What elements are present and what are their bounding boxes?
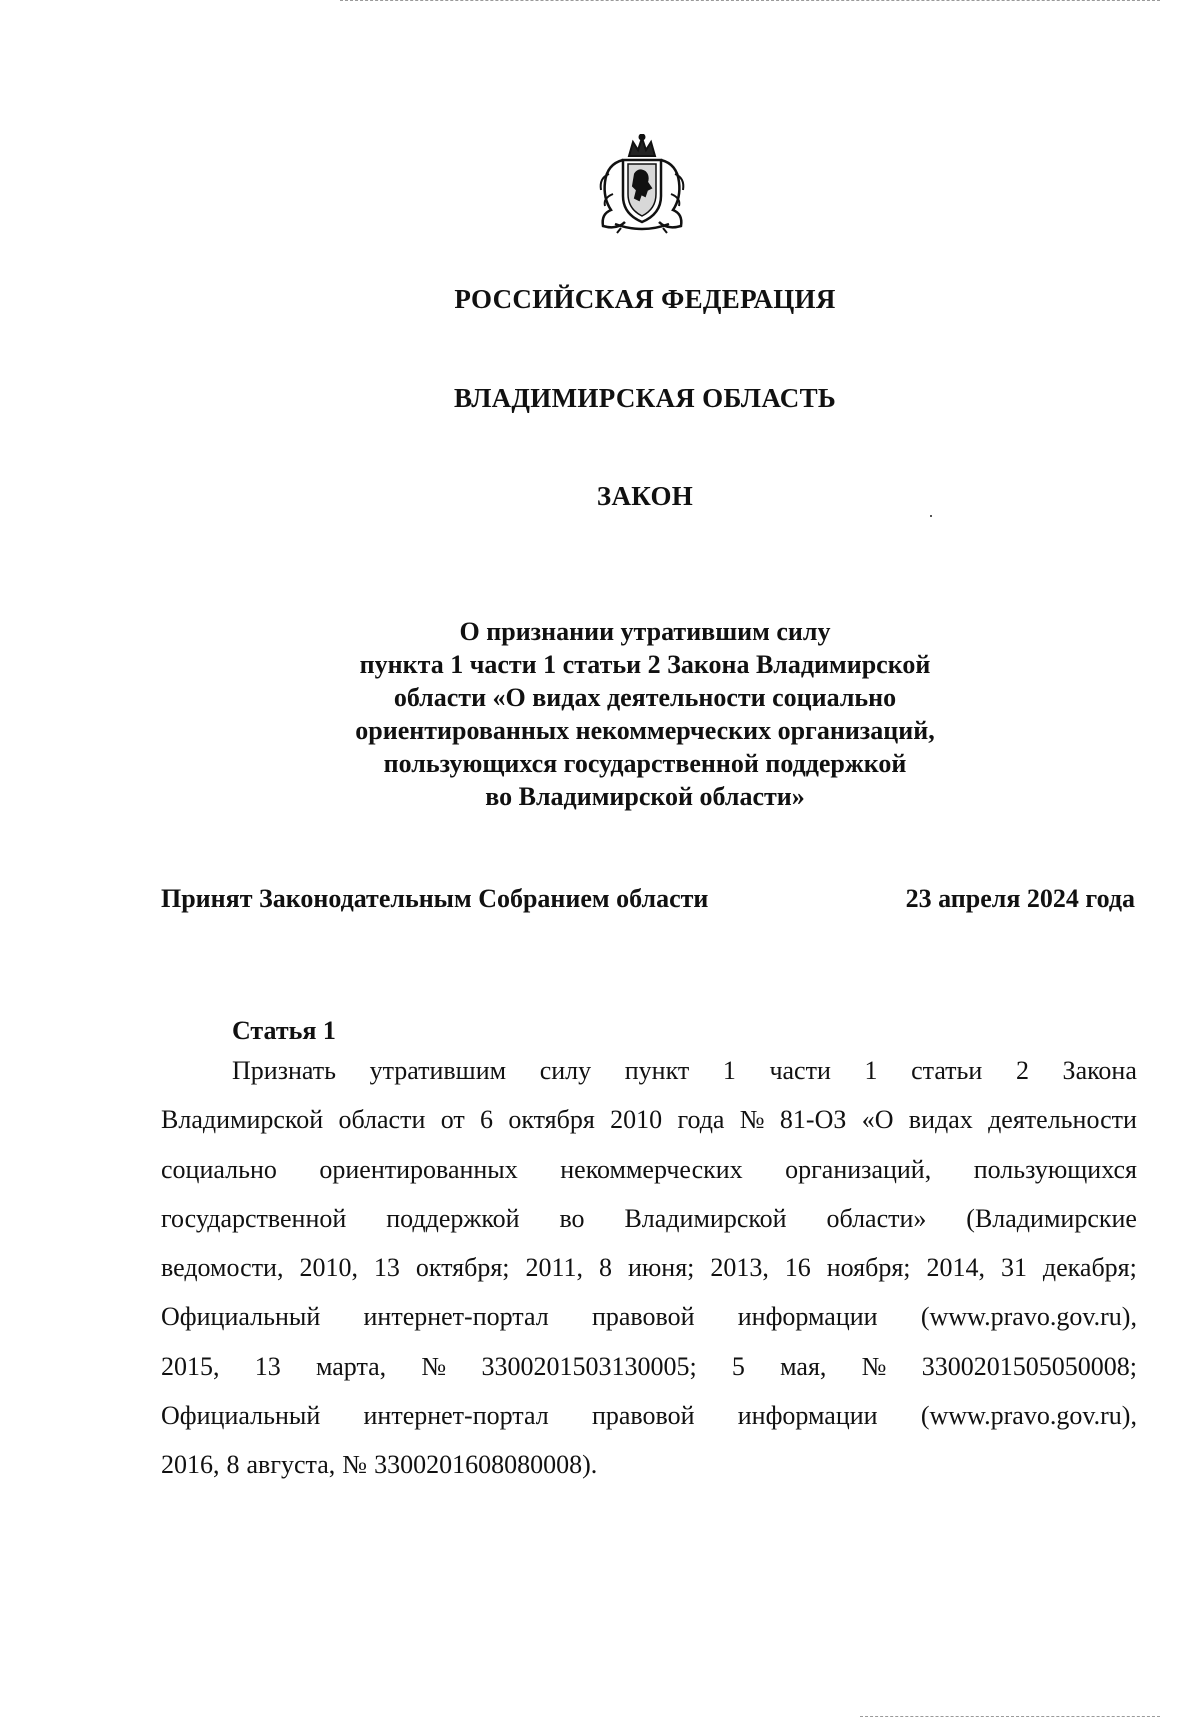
article-text-line [161, 1046, 1137, 1095]
article-text-line [161, 1391, 1137, 1440]
article-text-line [161, 1145, 1137, 1194]
law-title-line: пользующихся государственной поддержкой [383, 749, 907, 778]
article-word: 3300201505050008; [921, 1351, 1137, 1381]
article-word: 2010, [299, 1253, 358, 1283]
article-word: 5 [731, 1351, 745, 1381]
article-word: некоммерческих [560, 1154, 743, 1184]
article-word: (www.pravo.gov.ru), [920, 1302, 1137, 1332]
article-word: мая, [780, 1351, 827, 1381]
law-title-line: области «О видах деятельности социально [393, 683, 897, 712]
article-word: 2016, [161, 1450, 220, 1480]
article-word: 13 [254, 1351, 281, 1381]
article-word: 81-ОЗ [779, 1105, 847, 1135]
article-word: Владимирской [624, 1203, 787, 1233]
article-word: ведомости, [161, 1253, 284, 1283]
law-title-line: во Владимирской области» [485, 782, 805, 811]
article-word: августа, [246, 1450, 336, 1480]
article-word: 31 [1000, 1253, 1027, 1283]
article-word: интернет-портал [363, 1302, 549, 1332]
article-word: 6 [480, 1105, 494, 1135]
article-word: 2010 [610, 1105, 663, 1135]
article-word: 1 [722, 1056, 736, 1085]
coat-of-arms-icon [593, 134, 691, 234]
article-word: (www.pravo.gov.ru), [920, 1401, 1137, 1431]
article-word: 8 [598, 1253, 612, 1283]
article-word: Закона [1062, 1056, 1137, 1085]
article-text-line [161, 1440, 1137, 1489]
article-word: марта, [315, 1351, 387, 1381]
article-word: статьи [911, 1056, 983, 1085]
adoption-label: Принят Законодательным Собранием области [161, 884, 709, 913]
article-word: 2014, [926, 1253, 985, 1283]
region-heading: ВЛАДИМИРСКАЯ ОБЛАСТЬ [453, 383, 837, 413]
article-word: пользующихся [973, 1154, 1137, 1184]
federation-heading: РОССИЙСКАЯ ФЕДЕРАЦИЯ [454, 284, 836, 314]
law-title-line: ориентированных некоммерческих организаций, [355, 716, 935, 745]
article-word: 2015, [161, 1351, 220, 1381]
scan-edge-bottom [860, 1716, 1160, 1718]
article-word: Официальный [161, 1302, 321, 1332]
document-type-heading: ЗАКОН [596, 481, 694, 511]
article-word: «О [861, 1105, 894, 1135]
article-body [161, 1046, 1137, 1490]
article-word: правовой [591, 1401, 695, 1431]
article-word: деятельности [988, 1105, 1137, 1135]
article-word: октября [508, 1105, 595, 1135]
article-word: 3300201503130005; [481, 1351, 697, 1381]
article-word: 13 [373, 1253, 400, 1283]
article-word: правовой [591, 1302, 695, 1332]
article-word: года [677, 1105, 725, 1135]
article-word: 16 [784, 1253, 811, 1283]
article-word: ноября; [826, 1253, 911, 1283]
article-word: (Владимирские [966, 1203, 1137, 1233]
article-word: области» [826, 1203, 927, 1233]
article-word: социально [161, 1154, 277, 1184]
article-word: информации [737, 1401, 878, 1431]
law-title [0, 615, 1200, 813]
article-text-line [161, 1194, 1137, 1243]
article-word: № [421, 1351, 447, 1381]
article-word: Официальный [161, 1401, 321, 1431]
article-word: № [739, 1105, 765, 1135]
article-heading: Статья 1 [232, 1016, 336, 1045]
scan-edge-top [340, 0, 1160, 2]
article-word: 2011, [525, 1253, 584, 1283]
article-word: 1 [864, 1056, 878, 1085]
article-word: 2 [1015, 1056, 1029, 1085]
article-word: утратившим [369, 1056, 507, 1085]
article-text-line [161, 1342, 1137, 1391]
article-word: пункт [624, 1056, 690, 1085]
article-word: июня; [627, 1253, 695, 1283]
article-word: во [559, 1203, 585, 1233]
article-word: видах [908, 1105, 973, 1135]
article-text-line [161, 1095, 1137, 1144]
article-word: части [769, 1056, 831, 1085]
article-word: Владимирской [161, 1105, 324, 1135]
article-word: ориентированных [319, 1154, 518, 1184]
article-word: информации [737, 1302, 878, 1332]
article-word: 2013, [710, 1253, 769, 1283]
article-word: № [342, 1450, 368, 1480]
article-word: октября; [415, 1253, 510, 1283]
article-word: от [440, 1105, 465, 1135]
article-word: силу [539, 1056, 592, 1085]
article-word: поддержкой [386, 1203, 520, 1233]
article-word: организаций, [785, 1154, 932, 1184]
adoption-line [161, 884, 1135, 914]
scan-speck [930, 515, 932, 517]
article-word: 8 [226, 1450, 240, 1480]
law-title-line: пункта 1 части 1 статьи 2 Закона Владимирской [359, 650, 931, 679]
article-word: № [861, 1351, 887, 1381]
article-word: декабря; [1042, 1253, 1137, 1283]
law-title-line: О признании утратившим силу [459, 617, 831, 646]
article-text-line [161, 1243, 1137, 1292]
article-word: Признать [232, 1056, 336, 1085]
article-word: государственной [161, 1203, 347, 1233]
article-word: области [338, 1105, 426, 1135]
article-word: интернет-портал [363, 1401, 549, 1431]
adoption-date: 23 апреля 2024 года [905, 884, 1135, 913]
article-text-line [161, 1292, 1137, 1341]
article-word: 3300201608080008). [374, 1450, 598, 1480]
